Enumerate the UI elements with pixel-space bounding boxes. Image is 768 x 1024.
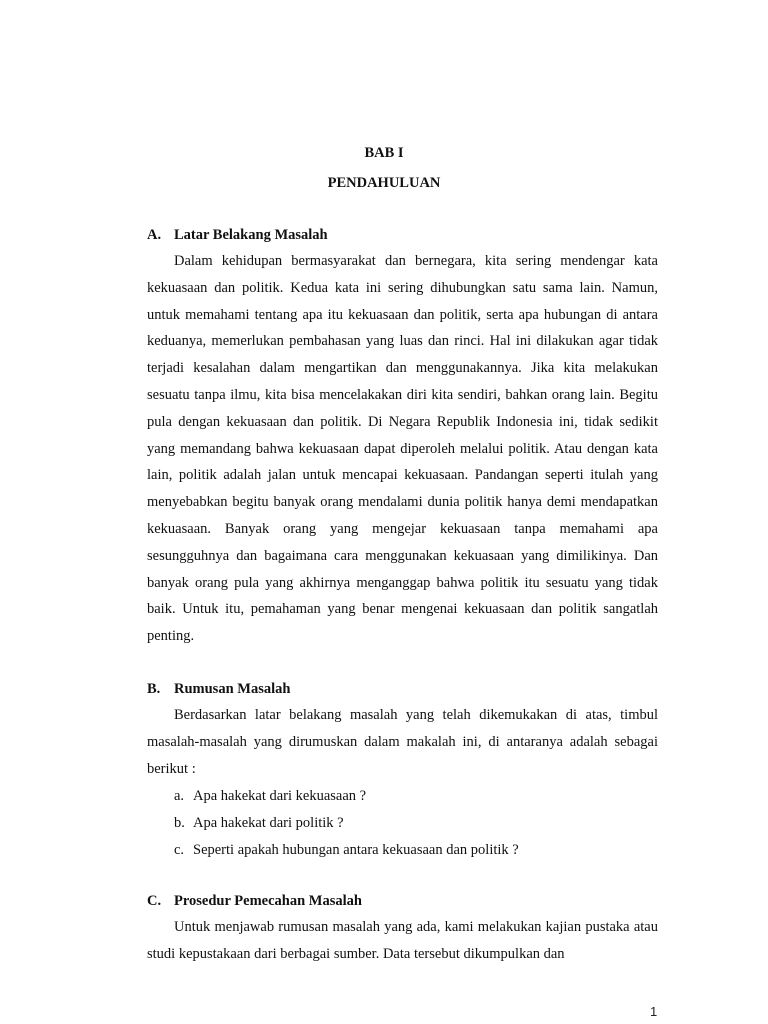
section-b-heading bbox=[147, 681, 290, 698]
page-number: 1 bbox=[650, 1004, 658, 1019]
section-c-letter: C. bbox=[147, 893, 162, 909]
list-item: b. Apa hakekat dari politik ? bbox=[174, 815, 344, 831]
section-b-letter: B. bbox=[147, 681, 161, 697]
section-a-letter: A. bbox=[147, 227, 162, 243]
list-item: c. Seperti apakah hubungan antara kekuasaan dan politik ? bbox=[174, 842, 519, 858]
section-a-title: Latar Belakang Masalah bbox=[174, 227, 328, 243]
section-b-title: Rumusan Masalah bbox=[174, 681, 291, 697]
section-c-paragraph: Untuk menjawab rumusan masalah yang ada, kami melakukan kajian pustaka atau studi kepustakaan dari berbagai sumber. Data tersebut dikumpulkan dan bbox=[147, 919, 658, 962]
chapter-label: BAB I bbox=[364, 145, 404, 161]
section-a-heading bbox=[147, 227, 328, 244]
section-c-heading bbox=[147, 893, 362, 910]
section-a-paragraph: Dalam kehidupan bermasyarakat dan bernegara, kita sering mendengar kata kekuasaan dan politik. Kedua kata ini sering dihubungkan satu sama lain. Namun, untuk memahami tentang apa itu kekuasaan dan politik, serta apa hubungan di antara keduanya, memerlukan pembahasan yang luas dan rinci. Hal ini dilakukan agar tidak terjadi kesalahan dalam mengartikan dan menggunakannya. Jika kita melakukan sesuatu tanpa ilmu, kita bisa mencelakakan diri kita sendiri, bahkan orang lain. Begitu pula dengan kekuasaan dan politik. Di Negara Republik Indonesia ini, tidak sedikit yang memandang bahwa kekuasaan dapat diperoleh melalui politik. Atau dengan kata lain, politik adalah jalan untuk mencapai kekuasaan. Pandangan seperti itulah yang menyebabkan begitu banyak orang mendalami dunia politik hanya demi mendapatkan kekuasaan. Banyak orang yang mengejar kekuasaan tanpa memahami apa sesungguhnya dan bagaimana cara menggunakan kekuasaan yang dimilikinya. Dan banyak orang pula yang akhirnya menganggap bahwa politik itu sesuatu yang tidak baik. Untuk itu, pemahaman yang benar mengenai kekuasaan dan politik sangatlah penting. bbox=[147, 253, 658, 645]
section-b-paragraph: Berdasarkan latar belakang masalah yang telah dikemukakan di atas, timbul masalah-masalah yang dirumuskan dalam makalah ini, di antaranya adalah sebagai berikut : bbox=[147, 707, 658, 777]
list-item: a. Apa hakekat dari kekuasaan ? bbox=[174, 788, 367, 804]
chapter-title: PENDAHULUAN bbox=[327, 175, 441, 191]
section-c-title: Prosedur Pemecahan Masalah bbox=[174, 893, 362, 909]
